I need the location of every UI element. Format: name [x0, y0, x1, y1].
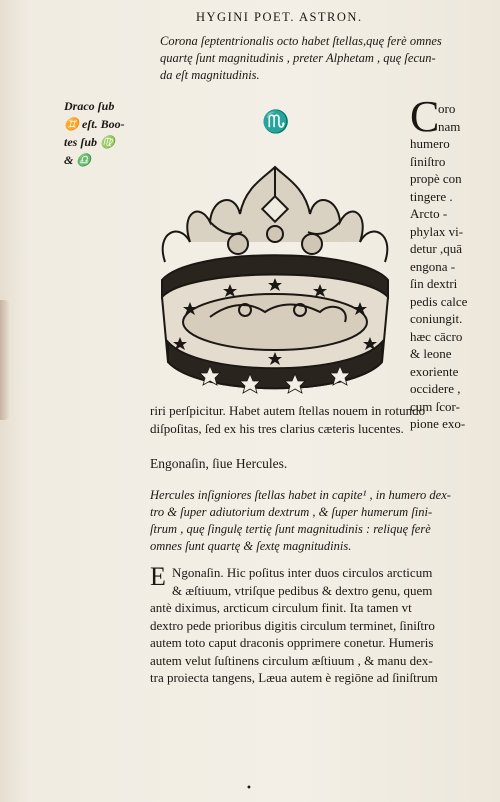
- text-line: quartę ſunt magnitudinis , preter Alphetam , quę ſecun-: [160, 51, 436, 65]
- text-line: dextro pede prioribus digitis circulum terminet, ſiniſtro: [150, 617, 435, 633]
- drop-cap-e: E: [150, 562, 166, 591]
- text-line: pedis calce: [410, 293, 468, 309]
- footer-mark: •: [246, 783, 252, 794]
- text-line: tingere .: [410, 188, 453, 204]
- margin-note-line: ♊ eſt. Boo-: [64, 117, 125, 131]
- hercules-body: [150, 564, 438, 687]
- right-column-first: [438, 100, 460, 135]
- text-line: Ngonaſin. Hic poſitus inter duos circulos arcticum: [172, 565, 433, 580]
- running-head: HYGINI POET. ASTRON.: [196, 10, 363, 24]
- corona-closing: [150, 402, 425, 437]
- crown-woodcut: [150, 152, 400, 402]
- text-line: tro & ſuper adiutorium dextrum , & ſuper humerum ſini-: [150, 505, 433, 519]
- text-line: tra proiecta tangens, Læua autem è regiōne ad ſiniſtrum: [150, 670, 438, 685]
- text-line: antè diximus, arcticum circulum finit. Ita tamen vt: [150, 600, 412, 615]
- text-line: Corona ſeptentrionalis octo habet ſtellas,quę ferè omnes: [160, 34, 442, 48]
- text-line: exoriente: [410, 363, 459, 379]
- text-line: humero: [410, 136, 450, 151]
- text-line: ſin dextri: [410, 276, 458, 291]
- text-line: propè con: [410, 171, 462, 186]
- margin-note-line: & ♎: [64, 153, 92, 167]
- text-line: autem toto caput draconis opprimere conetur. Humeris: [150, 635, 434, 650]
- text-line: pione exo-: [410, 416, 466, 431]
- right-column: [410, 135, 467, 433]
- text-line: ſtrum , quę ſingulę tertię ſunt magnitudinis : reliquę ferè: [150, 522, 431, 536]
- text-line: autem velut ſuſtinens circulum æſtiuum , & manu dex-: [150, 652, 433, 668]
- margin-note-line: Draco ſub: [64, 99, 115, 113]
- text-line: nam: [438, 118, 461, 134]
- text-line: oro: [438, 101, 456, 116]
- text-line: da eſt magnitudinis.: [160, 68, 260, 82]
- text-line: & leone: [410, 346, 452, 361]
- text-line: occidere ,: [410, 381, 461, 396]
- text-line: engona -: [410, 258, 456, 274]
- text-line: phylax vi-: [410, 223, 464, 239]
- text-line: omnes ſunt quartę & ſextę magnitudinis.: [150, 539, 352, 553]
- text-line: coniungit.: [410, 311, 463, 326]
- text-line: cum ſcor-: [410, 398, 460, 414]
- hercules-intro: [150, 487, 451, 555]
- text-line: Hercules inſigniores ſtellas habet in capite¹ , in humero dex-: [150, 488, 451, 502]
- text-line: ſiniſtro: [410, 153, 446, 169]
- scorpio-symbol: ♏: [262, 110, 290, 135]
- text-line: detur ,quā: [410, 241, 462, 256]
- text-line: riri perſpicitur. Habet autem ſtellas nouem in rotundo: [150, 403, 426, 418]
- text-line: diſpoſitas, ſed ex his tres clarius cæteris lucentes.: [150, 420, 404, 436]
- page-edge-shadow: [0, 300, 10, 420]
- text-line: Arcto -: [410, 206, 448, 221]
- corona-intro: [160, 33, 442, 84]
- drop-cap-c: C: [410, 92, 440, 141]
- text-line: & æſtiuum, vtriſque pedibus & dextro genu, quem: [172, 582, 433, 598]
- section-heading: Engonaſin, ſiue Hercules.: [150, 456, 288, 471]
- text-line: hæc cācro: [410, 328, 463, 344]
- crown-illustration-icon: [150, 152, 400, 402]
- margin-note: [64, 97, 136, 169]
- margin-note-line: tes ſub ♍: [64, 135, 115, 149]
